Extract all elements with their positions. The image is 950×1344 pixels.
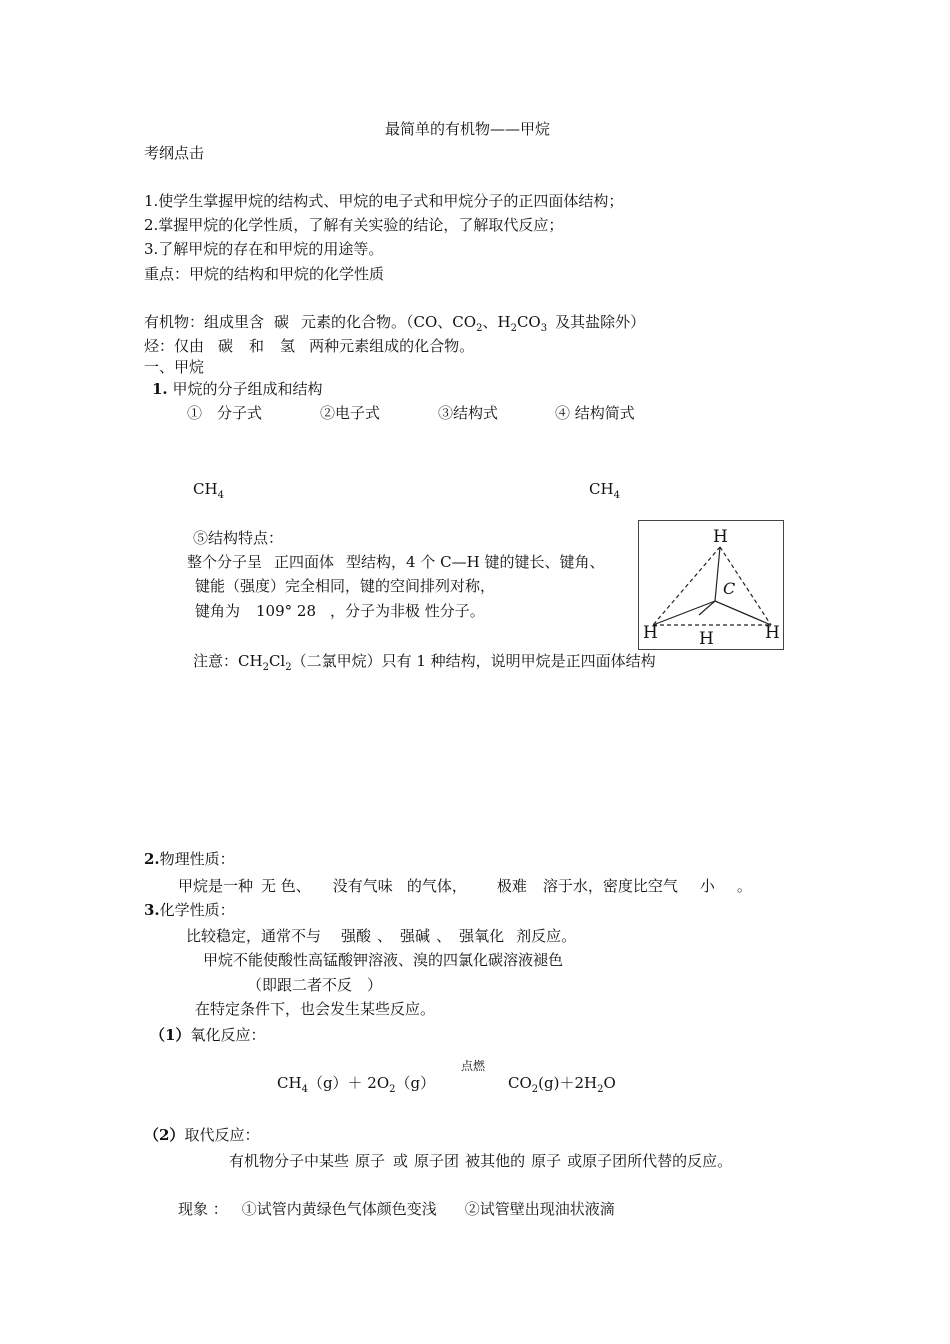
subsection-chemical: 3.化学性质： bbox=[144, 901, 235, 919]
phenomenon: 现象 ： ①试管内黄绿色气体颜色变浅 ②试管壁出现油状液滴 bbox=[178, 1200, 615, 1218]
section-methane: 一、甲烷 bbox=[144, 358, 205, 376]
atom-h-top: H bbox=[713, 527, 728, 547]
oxidation-heading: （1）氧化反应： bbox=[150, 1026, 266, 1044]
goal-1: 1.使学生掌握甲烷的结构式、甲烷的电子式和甲烷分子的正四面体结构； bbox=[144, 192, 624, 210]
structure-label: ⑤结构特点： bbox=[193, 529, 284, 547]
simplified-formula: $CH_4$ bbox=[589, 480, 620, 501]
substitution-heading: （2）取代反应： bbox=[144, 1126, 260, 1144]
atom-h-bottom: H bbox=[699, 629, 714, 649]
subsection-composition: 1. 甲烷的分子组成和结构 bbox=[152, 380, 323, 398]
combustion-products: $CO_2(g)+2H_2O$ bbox=[508, 1074, 616, 1095]
subsection-physical: 2.物理性质： bbox=[144, 850, 235, 868]
reaction-condition: 点燃 bbox=[461, 1059, 486, 1073]
formula-item-simplified: ④ 结构简式 bbox=[555, 404, 635, 422]
key-point: 重点：甲烷的结构和甲烷的化学性质 bbox=[144, 265, 385, 283]
atom-h-right: H bbox=[765, 623, 780, 643]
chem-special-conditions: 在特定条件下，也会发生某些反应。 bbox=[195, 1000, 436, 1018]
formula-item-molecular: ① 分子式 bbox=[187, 404, 263, 422]
atom-h-left: H bbox=[643, 623, 658, 643]
chem-stability: 比较稳定，通常不与 强酸 、 强碱 、 强氧化 剂反应。 bbox=[186, 927, 577, 945]
note-dichloromethane: 注意：$CH_2Cl_2$（二氯甲烷）只有 1 种结构，说明甲烷是正四面体结构 bbox=[193, 652, 656, 673]
tetrahedron-figure bbox=[638, 520, 784, 650]
organic-definition: 有机物：组成里含 碳 元素的化合物。（CO、$CO_2$、$H_2CO_3$ 及其盐除外） bbox=[144, 313, 646, 334]
molecular-formula: $CH_4$ bbox=[193, 480, 224, 501]
structure-line-3: 键角为 109° 28 ，分子为非极 性分子。 bbox=[195, 602, 485, 620]
hydrocarbon-definition: 烃：仅由 碳 和 氢 两种元素组成的化合物。 bbox=[144, 337, 475, 355]
chem-no-reaction: （即跟二者不反 ） bbox=[247, 976, 383, 994]
substitution-definition: 有机物分子中某些 原子 或 原子团 被其他的 原子 或原子团所代替的反应。 bbox=[229, 1152, 733, 1170]
goal-3: 3.了解甲烷的存在和甲烷的用途等。 bbox=[144, 240, 384, 258]
combustion-equation: $CH_4(g)+ 2O_2(g)$ bbox=[277, 1074, 436, 1095]
formula-item-structural: ③结构式 bbox=[438, 404, 499, 422]
chem-not-decolorize: 甲烷不能使酸性高锰酸钾溶液、溴的四氯化碳溶液褪色 bbox=[203, 951, 564, 969]
structure-line-2: 键能（强度）完全相同，键的空间排列对称， bbox=[195, 577, 496, 595]
goal-2: 2.掌握甲烷的化学性质，了解有关实验的结论，了解取代反应； bbox=[144, 216, 564, 234]
physical-properties: 甲烷是一种 无 色、 没有气味 的气体， 极难 溶于水，密度比空气 小 。 bbox=[178, 877, 752, 895]
formula-item-electron: ②电子式 bbox=[320, 404, 381, 422]
atom-c: C bbox=[723, 579, 736, 598]
exam-outline-heading: 考纲点击 bbox=[144, 144, 205, 162]
structure-line-1: 整个分子呈 正四面体 型结构，4 个 C—H 键的键长、键角、 bbox=[187, 553, 605, 571]
page-title: 最简单的有机物——甲烷 bbox=[385, 120, 551, 138]
